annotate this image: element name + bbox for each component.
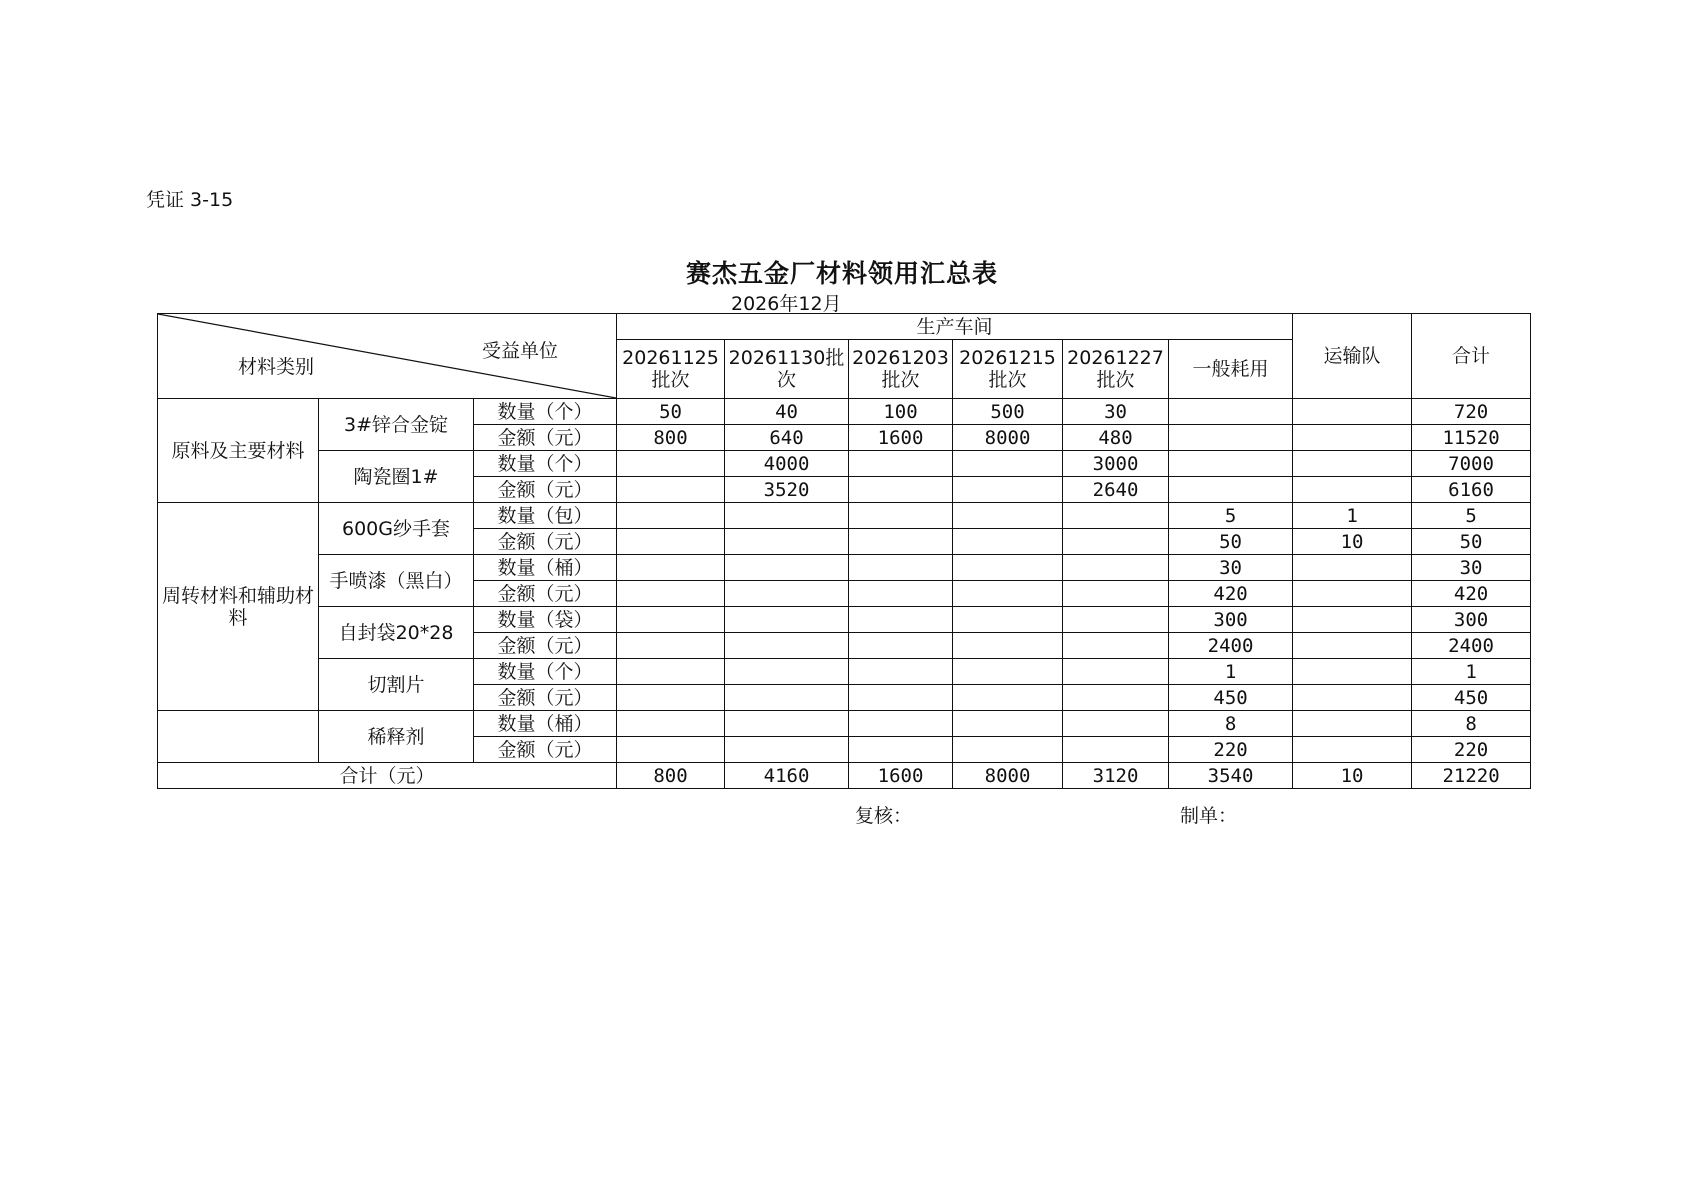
header-row-1: [158, 314, 1531, 340]
value-cell: 2400: [1169, 633, 1293, 659]
value-cell: 50: [1169, 529, 1293, 555]
value-cell: 4000: [725, 451, 849, 477]
value-cell: [725, 503, 849, 529]
value-cell: 640: [725, 425, 849, 451]
material-group-cell: [158, 711, 319, 763]
value-cell: [1063, 555, 1169, 581]
measure-unit-cell: 金额（元）: [474, 685, 617, 711]
report-period: 2026年12月: [731, 293, 842, 315]
total-cell: 10: [1293, 763, 1412, 789]
value-cell: [1293, 607, 1412, 633]
value-cell: [617, 607, 725, 633]
value-cell: 8: [1169, 711, 1293, 737]
material-item-cell: 陶瓷圈1#: [319, 451, 474, 503]
total-row: [158, 763, 1531, 789]
value-cell: [849, 451, 953, 477]
measure-unit-cell: 数量（个）: [474, 399, 617, 425]
material-item-cell: 3#锌合金锭: [319, 399, 474, 451]
value-cell: 3520: [725, 477, 849, 503]
measure-unit-cell: 金额（元）: [474, 581, 617, 607]
value-cell: [953, 477, 1063, 503]
value-cell: [849, 633, 953, 659]
value-cell: [1293, 399, 1412, 425]
value-cell: 30: [1169, 555, 1293, 581]
value-cell: [725, 633, 849, 659]
value-cell: 5: [1169, 503, 1293, 529]
value-cell: [1293, 581, 1412, 607]
measure-unit-cell: 数量（桶）: [474, 555, 617, 581]
value-cell: 300: [1412, 607, 1531, 633]
value-cell: [849, 503, 953, 529]
value-cell: [1293, 633, 1412, 659]
total-cell: 8000: [953, 763, 1063, 789]
value-cell: 1: [1412, 659, 1531, 685]
total-cell: 21220: [1412, 763, 1531, 789]
value-cell: [1063, 685, 1169, 711]
value-cell: 11520: [1412, 425, 1531, 451]
value-cell: 10: [1293, 529, 1412, 555]
value-cell: 8: [1412, 711, 1531, 737]
value-cell: [1063, 503, 1169, 529]
table-row: [158, 607, 1531, 633]
value-cell: [953, 607, 1063, 633]
value-cell: [953, 529, 1063, 555]
value-cell: [1063, 529, 1169, 555]
value-cell: [725, 659, 849, 685]
measure-unit-cell: 数量（桶）: [474, 711, 617, 737]
measure-unit-cell: 金额（元）: [474, 633, 617, 659]
table-row: [158, 711, 1531, 737]
value-cell: 2400: [1412, 633, 1531, 659]
measure-unit-cell: 数量（袋）: [474, 607, 617, 633]
beneficiary-label: 受益单位: [482, 340, 559, 362]
value-cell: [725, 737, 849, 763]
transport-header: 运输队: [1293, 314, 1412, 399]
material-group-cell: 原料及主要材料: [158, 399, 319, 503]
measure-unit-cell: 数量（包）: [474, 503, 617, 529]
table-row: [158, 399, 1531, 425]
value-cell: [849, 581, 953, 607]
total-cell: 3540: [1169, 763, 1293, 789]
material-category-label: 材料类别: [238, 356, 315, 378]
value-cell: 800: [617, 425, 725, 451]
measure-unit-cell: 数量（个）: [474, 659, 617, 685]
value-cell: [725, 529, 849, 555]
diagonal-header-cell: [158, 314, 617, 399]
value-cell: [1293, 477, 1412, 503]
material-item-cell: 自封袋20*28: [319, 607, 474, 659]
value-cell: [849, 529, 953, 555]
value-cell: 50: [617, 399, 725, 425]
material-group-cell: 周转材料和辅助材料: [158, 503, 319, 711]
value-cell: [1293, 711, 1412, 737]
value-cell: [617, 737, 725, 763]
page-title: 赛杰五金厂材料领用汇总表: [685, 259, 998, 288]
value-cell: 100: [849, 399, 953, 425]
value-cell: [849, 555, 953, 581]
total-cell: 3120: [1063, 763, 1169, 789]
value-cell: 450: [1412, 685, 1531, 711]
material-item-cell: 手喷漆（黑白）: [319, 555, 474, 607]
value-cell: [953, 685, 1063, 711]
value-cell: 500: [953, 399, 1063, 425]
material-item-cell: 切割片: [319, 659, 474, 711]
review-label: 复核：: [855, 805, 913, 827]
value-cell: [725, 711, 849, 737]
value-cell: [953, 737, 1063, 763]
value-cell: [1063, 633, 1169, 659]
value-cell: [1063, 607, 1169, 633]
measure-unit-cell: 金额（元）: [474, 529, 617, 555]
production-workshop-header: 生产车间: [617, 314, 1293, 340]
value-cell: 1: [1293, 503, 1412, 529]
total-row-label: 合计（元）: [158, 763, 617, 789]
value-cell: 300: [1169, 607, 1293, 633]
value-cell: [1169, 399, 1293, 425]
value-cell: 1600: [849, 425, 953, 451]
measure-unit-cell: 金额（元）: [474, 737, 617, 763]
value-cell: [725, 555, 849, 581]
value-cell: [953, 451, 1063, 477]
value-cell: [953, 711, 1063, 737]
measure-unit-cell: 数量（个）: [474, 451, 617, 477]
value-cell: 50: [1412, 529, 1531, 555]
value-cell: [725, 685, 849, 711]
total-cell: 1600: [849, 763, 953, 789]
total-header: 合计: [1412, 314, 1531, 399]
value-cell: 450: [1169, 685, 1293, 711]
value-cell: [1293, 659, 1412, 685]
value-cell: [617, 529, 725, 555]
value-cell: [617, 659, 725, 685]
value-cell: [617, 503, 725, 529]
value-cell: 1: [1169, 659, 1293, 685]
value-cell: [617, 685, 725, 711]
value-cell: [953, 555, 1063, 581]
value-cell: 30: [1412, 555, 1531, 581]
material-summary-table: [157, 313, 1531, 789]
prepared-by-label: 制单：: [1180, 805, 1238, 827]
voucher-number: 凭证 3-15: [146, 189, 234, 211]
value-cell: 2640: [1063, 477, 1169, 503]
value-cell: [617, 581, 725, 607]
value-cell: 7000: [1412, 451, 1531, 477]
value-cell: [849, 477, 953, 503]
value-cell: [849, 711, 953, 737]
value-cell: 3000: [1063, 451, 1169, 477]
material-item-cell: 600G纱手套: [319, 503, 474, 555]
measure-unit-cell: 金额（元）: [474, 425, 617, 451]
value-cell: [1293, 685, 1412, 711]
value-cell: [953, 503, 1063, 529]
batch-header: 20261125批次: [617, 340, 725, 399]
value-cell: [617, 555, 725, 581]
value-cell: [1293, 737, 1412, 763]
table-body: [158, 399, 1531, 763]
value-cell: 40: [725, 399, 849, 425]
value-cell: 720: [1412, 399, 1531, 425]
value-cell: [617, 711, 725, 737]
value-cell: [617, 451, 725, 477]
total-cell: 4160: [725, 763, 849, 789]
value-cell: 5: [1412, 503, 1531, 529]
value-cell: [617, 477, 725, 503]
value-cell: 220: [1169, 737, 1293, 763]
value-cell: [1293, 425, 1412, 451]
total-cell: 800: [617, 763, 725, 789]
value-cell: [953, 633, 1063, 659]
batch-header: 20261203批次: [849, 340, 953, 399]
general-consumption-header: 一般耗用: [1169, 340, 1293, 399]
table-row: [158, 451, 1531, 477]
value-cell: [849, 685, 953, 711]
value-cell: [849, 659, 953, 685]
table-row: [158, 503, 1531, 529]
value-cell: [1063, 737, 1169, 763]
value-cell: [725, 607, 849, 633]
measure-unit-cell: 金额（元）: [474, 477, 617, 503]
value-cell: 8000: [953, 425, 1063, 451]
material-item-cell: 稀释剂: [319, 711, 474, 763]
value-cell: [953, 581, 1063, 607]
value-cell: 420: [1412, 581, 1531, 607]
batch-header: 20261130批次: [725, 340, 849, 399]
value-cell: [1169, 477, 1293, 503]
value-cell: [1063, 711, 1169, 737]
value-cell: [1169, 425, 1293, 451]
value-cell: 30: [1063, 399, 1169, 425]
value-cell: [1293, 451, 1412, 477]
value-cell: [953, 659, 1063, 685]
value-cell: [1293, 555, 1412, 581]
value-cell: [1063, 659, 1169, 685]
value-cell: [725, 581, 849, 607]
value-cell: [1063, 581, 1169, 607]
value-cell: 6160: [1412, 477, 1531, 503]
value-cell: 480: [1063, 425, 1169, 451]
value-cell: [617, 633, 725, 659]
batch-header: 20261215批次: [953, 340, 1063, 399]
value-cell: [849, 607, 953, 633]
value-cell: 420: [1169, 581, 1293, 607]
value-cell: [849, 737, 953, 763]
table-row: [158, 659, 1531, 685]
table-row: [158, 555, 1531, 581]
batch-header: 20261227批次: [1063, 340, 1169, 399]
value-cell: 220: [1412, 737, 1531, 763]
value-cell: [1169, 451, 1293, 477]
